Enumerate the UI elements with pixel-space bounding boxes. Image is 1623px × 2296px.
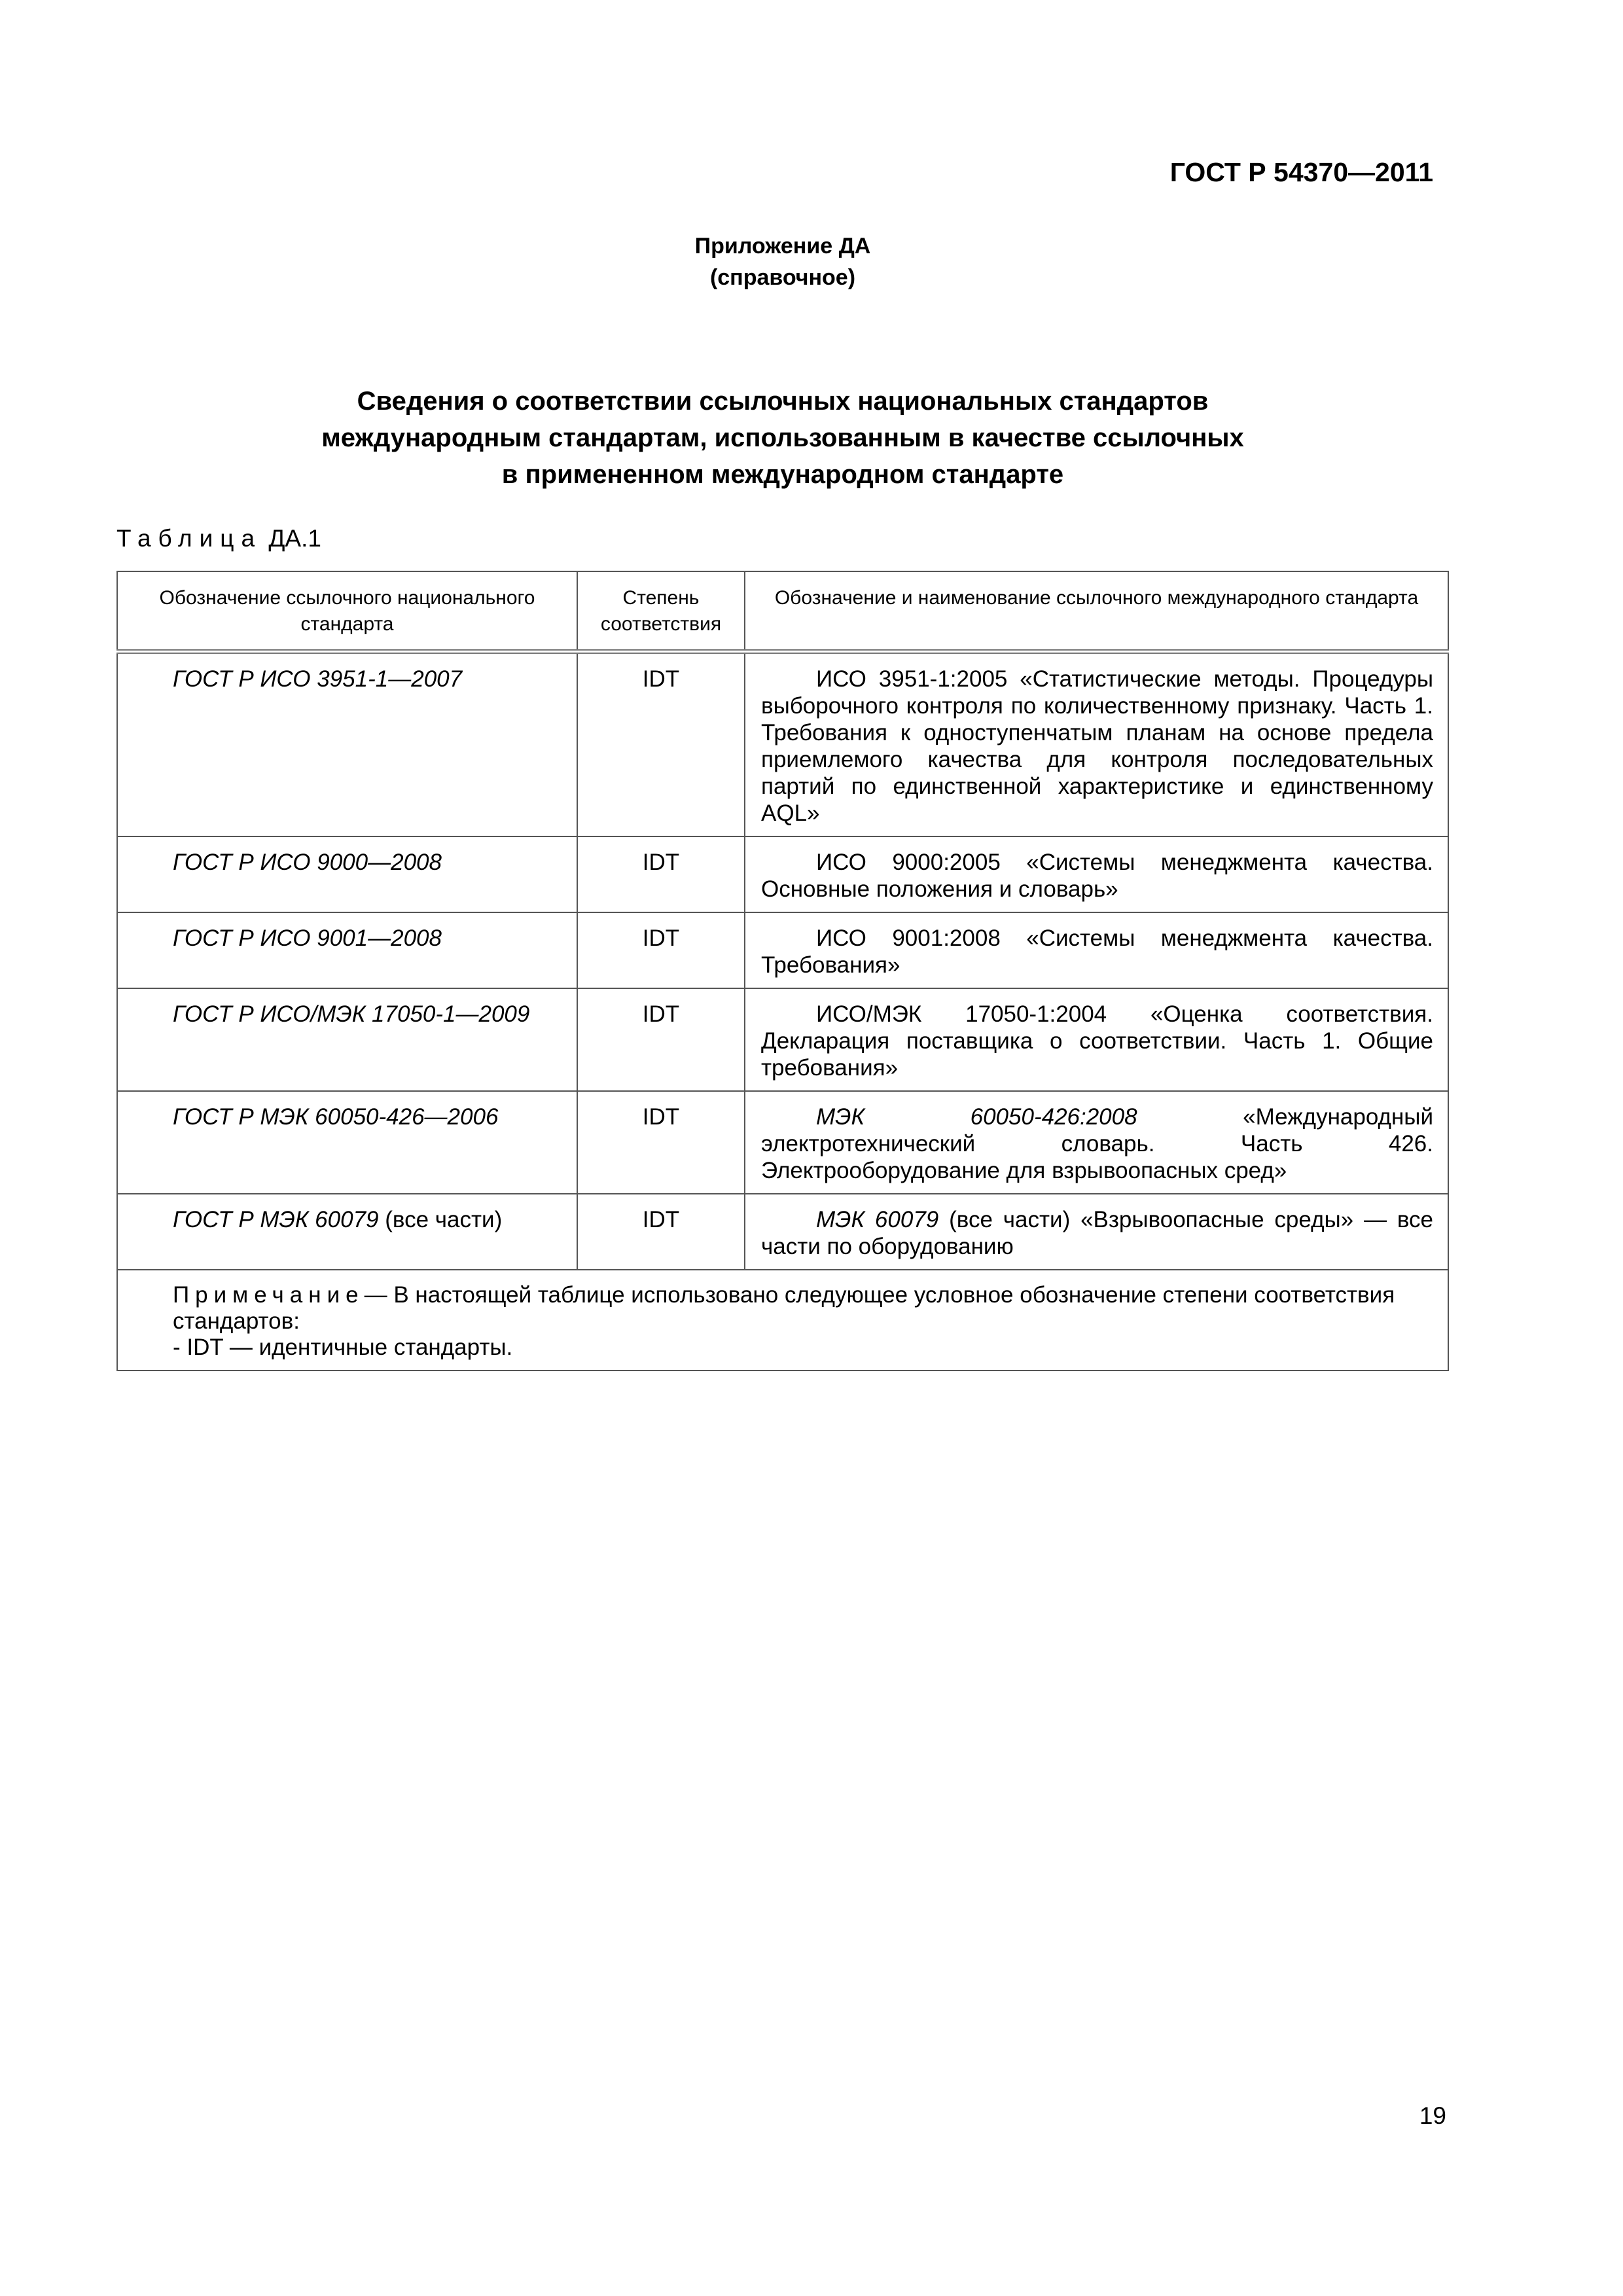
intl-code: ИСО 3951-1:2005 <box>816 666 1008 692</box>
degree-cell: IDT <box>577 1091 745 1194</box>
appendix-title: Приложение ДА <box>694 234 871 259</box>
note-label: Примечание <box>173 1282 365 1308</box>
table-row <box>117 912 1448 988</box>
degree-cell: IDT <box>577 652 745 837</box>
page-number: 19 <box>1419 2102 1446 2129</box>
international-standard-cell <box>745 912 1448 988</box>
international-standard-cell <box>745 988 1448 1091</box>
reference-table <box>116 571 1449 1371</box>
international-standard-cell <box>745 652 1448 837</box>
header-national-standard: Обозначение ссылочного национального стандарта <box>117 571 577 652</box>
national-code: ГОСТ Р МЭК 60079 <box>173 1207 379 1232</box>
intl-name: «Системы менеджмента качества. Требования» <box>761 925 1433 978</box>
table-row <box>117 836 1448 912</box>
intl-code: ИСО 9000:2005 <box>816 850 1001 875</box>
table-row <box>117 1194 1448 1270</box>
international-standard-cell <box>745 1194 1448 1270</box>
degree-cell: IDT <box>577 1194 745 1270</box>
degree-cell: IDT <box>577 912 745 988</box>
intl-name: «Статистические методы. Процедуры выборочного контроля по количественному признаку. Часть 1. Требования к одноступенчатым планам на основе предела приемлемого качества для контроля последовательных партий по единственной характеристике и единственному AQL» <box>761 666 1433 826</box>
note-text: — В настоящей таблице использовано следующее условное обозначение степени соответствия стандартов: <box>173 1282 1395 1334</box>
note-item: - IDT — идентичные стандарты. <box>173 1335 513 1360</box>
table-row <box>117 1091 1448 1194</box>
degree-cell: IDT <box>577 988 745 1091</box>
table-note <box>117 1270 1448 1371</box>
table-label <box>116 525 321 552</box>
title-line-2: международным стандартам, использованным в качестве ссылочных <box>321 423 1244 452</box>
national-standard-cell <box>117 1194 577 1270</box>
intl-name: «Оценка соответствия. Декларация поставщика о соответствии. Часть 1. Общие требования» <box>761 1001 1433 1081</box>
national-standard-cell: ГОСТ Р ИСО 3951-1—2007 <box>117 652 577 837</box>
table-row <box>117 988 1448 1091</box>
international-standard-cell <box>745 1091 1448 1194</box>
table-header-row <box>117 571 1448 652</box>
intl-name: «Системы менеджмента качества. Основные положения и словарь» <box>761 850 1433 902</box>
appendix-subtitle: (справочное) <box>709 265 856 290</box>
international-standard-cell <box>745 836 1448 912</box>
title-line-1: Сведения о соответствии ссылочных национальных стандартов <box>357 387 1209 416</box>
national-standard-cell: ГОСТ Р МЭК 60050-426—2006 <box>117 1091 577 1194</box>
intl-code: МЭК 60050-426:2008 <box>816 1104 1137 1130</box>
table-note-row <box>117 1270 1448 1371</box>
title-line-3: в примененном международном стандарте <box>501 460 1064 489</box>
intl-code: ИСО/МЭК 17050-1:2004 <box>816 1001 1107 1027</box>
table-label-number: ДА.1 <box>268 525 321 552</box>
national-suffix: (все части) <box>385 1207 503 1232</box>
degree-cell: IDT <box>577 836 745 912</box>
standard-code: ГОСТ Р 54370—2011 <box>1169 157 1433 187</box>
table-row <box>117 652 1448 837</box>
intl-code: МЭК 60079 <box>816 1207 939 1232</box>
national-standard-cell: ГОСТ Р ИСО 9001—2008 <box>117 912 577 988</box>
header-degree: Степень соответствия <box>577 571 745 652</box>
intl-name: «Международный электротехнический словарь. Часть 426. Электрооборудование для взрывоопасных сред» <box>761 1104 1433 1183</box>
national-standard-cell: ГОСТ Р ИСО 9000—2008 <box>117 836 577 912</box>
intl-code: ИСО 9001:2008 <box>816 925 1001 951</box>
document-title <box>0 383 1565 493</box>
national-standard-cell: ГОСТ Р ИСО/МЭК 17050-1—2009 <box>117 988 577 1091</box>
intl-name: (все части) «Взрывоопасные среды» — все части по оборудованию <box>761 1207 1433 1259</box>
header-international-standard: Обозначение и наименование ссылочного международного стандарта <box>745 571 1448 652</box>
table-label-word: Таблица <box>116 525 262 552</box>
